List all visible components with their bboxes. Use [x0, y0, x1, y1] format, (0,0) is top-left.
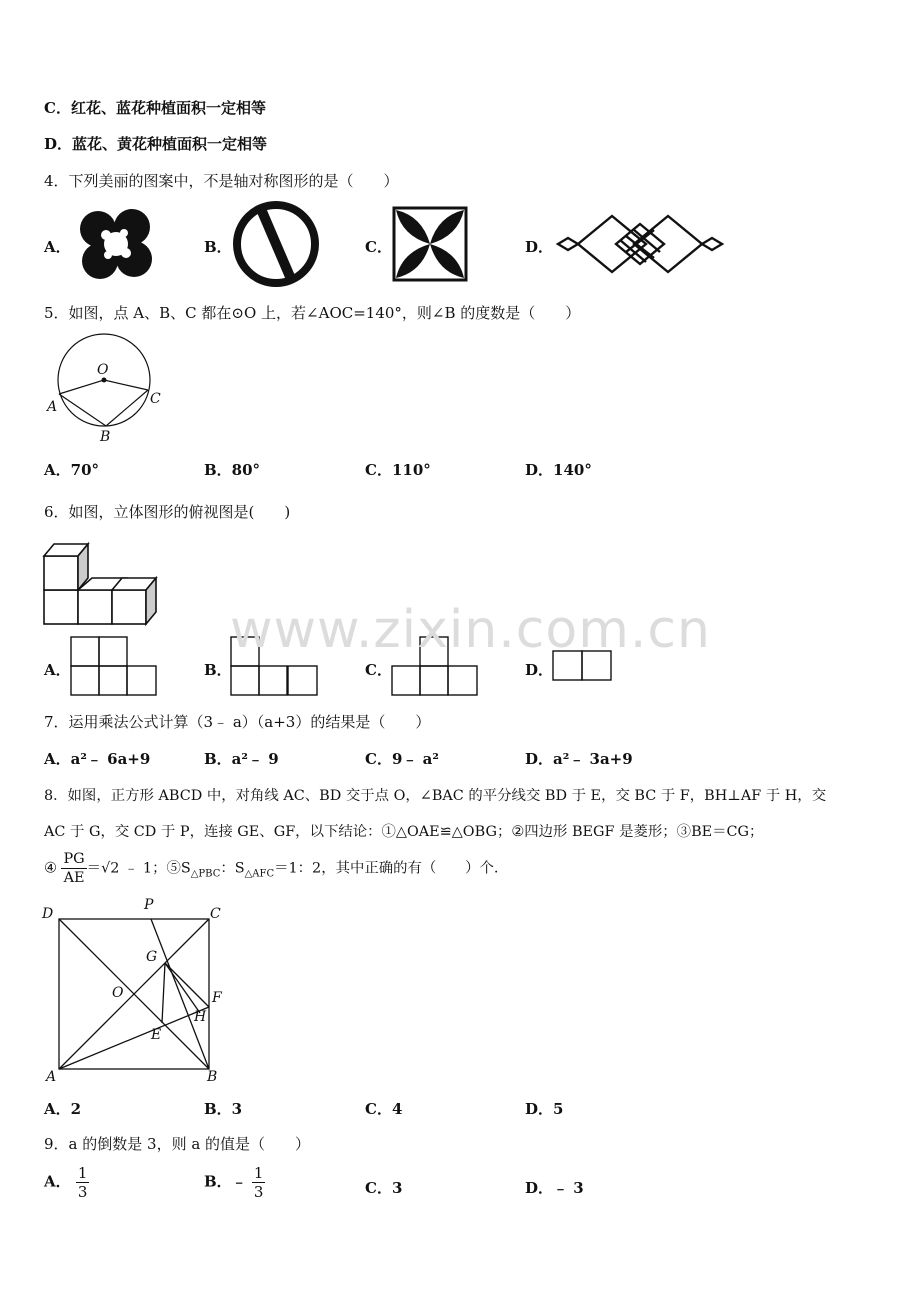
q7-option-d: D．a²﹣ 3a+9	[525, 750, 633, 768]
q7-option-c: C．9﹣ a²	[365, 750, 439, 768]
q8-line3-mid2: ：S	[220, 860, 245, 877]
q5-label-a: A	[47, 399, 58, 415]
q9-option-b-label: B．﹣	[204, 1172, 247, 1191]
q9-a-num: 1	[77, 1164, 88, 1182]
q8-option-b: B．3	[204, 1100, 243, 1118]
q4-stem: 4．下列美丽的图案中，不是轴对称图形的是（ ）	[44, 172, 399, 190]
q9-option-a	[44, 1164, 89, 1201]
q8-option-a: A．2	[44, 1100, 82, 1118]
q6-label-d: D．	[525, 661, 554, 679]
q7-option-b: B．a²﹣ 9	[204, 750, 279, 768]
q5-option-a: A．70°	[44, 461, 100, 479]
q5-label-o: O	[97, 362, 109, 378]
q9-option-a-label: A．	[44, 1172, 71, 1191]
q8-label-h: H	[194, 1009, 207, 1025]
q8-frac-num: PG	[63, 851, 85, 867]
q8-label-g: G	[146, 949, 158, 965]
q8-line3	[44, 850, 498, 887]
q9-a-den: 3	[77, 1183, 88, 1201]
q8-frac-den: AE	[63, 870, 85, 886]
q8-square-figure	[40, 895, 230, 1085]
q9-option-b-fraction	[252, 1164, 266, 1201]
q9-b-num: 1	[253, 1164, 264, 1182]
q8-label-a: A	[46, 1069, 57, 1085]
q7-option-a: A．a²﹣ 6a+9	[44, 750, 151, 768]
q5-option-b: B．80°	[204, 461, 261, 479]
q5-option-d: D．140°	[525, 461, 592, 479]
q4-label-b: B．	[204, 238, 232, 256]
q7-stem: 7．运用乘法公式计算（3﹣ a）（a+3）的结果是（ ）	[44, 713, 431, 731]
q8-circled-4: ④	[44, 860, 57, 877]
q9-option-c: C．3	[365, 1179, 403, 1197]
q8-label-f: F	[212, 990, 222, 1006]
q8-label-b: B	[207, 1069, 218, 1085]
q9-b-den: 3	[253, 1183, 264, 1201]
q5-option-c: C．110°	[365, 461, 431, 479]
q8-option-d: D．5	[525, 1100, 564, 1118]
q8-label-p: P	[144, 897, 154, 913]
q8-line2: AC 于 G，交 CD 于 P，连接 GE、GF，以下结论：①△OAE≌△OBG；②四边形 BEGF 是菱形；③BE＝CG；	[44, 824, 764, 840]
q8-label-d: D	[42, 906, 54, 922]
q6-option-a-figure	[70, 636, 158, 696]
q3-option-c: C．红花、蓝花种植面积一定相等	[44, 99, 266, 117]
q8-line3-end: ＝1：2，其中正确的有（ ）个.	[274, 860, 499, 877]
q8-line3-mid: ＝√2 ﹣ 1；⑤S	[86, 860, 191, 877]
q9-option-a-fraction	[76, 1164, 90, 1201]
q4-figure-c	[392, 206, 468, 282]
q8-label-e: E	[151, 1027, 162, 1043]
q4-label-c: C．	[365, 238, 392, 256]
q5-label-c: C	[150, 391, 161, 407]
q9-stem: 9．a 的倒数是 3，则 a 的值是（ ）	[44, 1135, 311, 1153]
q4-figure-d	[556, 212, 724, 276]
q5-stem: 5．如图，点 A、B、C 都在⊙O 上，若∠AOC=140°，则∠B 的度数是（ ）	[44, 304, 581, 322]
q3-option-d: D．蓝花、黄花种植面积一定相等	[44, 135, 268, 153]
q6-label-a: A．	[44, 661, 71, 679]
q4-label-d: D．	[525, 238, 554, 256]
q6-stem: 6．如图，立体图形的俯视图是( )	[44, 503, 291, 521]
q8-line1: 8．如图，正方形 ABCD 中，对角线 AC、BD 交于点 O，∠BAC 的平分线交 BD 于 E，交 BC 于 F，BH⊥AF 于 H，交	[44, 788, 827, 804]
q9-option-b	[204, 1164, 265, 1201]
q8-option-c: C．4	[365, 1100, 403, 1118]
q9-option-d: D．﹣ 3	[525, 1179, 584, 1197]
q8-sub2: △AFC	[244, 868, 275, 880]
q8-label-c: C	[210, 906, 221, 922]
q4-figure-a	[76, 205, 156, 283]
q8-sub1: △PBC	[190, 868, 221, 880]
q8-label-o: O	[112, 985, 124, 1001]
q4-figure-b	[231, 201, 321, 287]
q5-label-b: B	[100, 429, 111, 445]
watermark: www.zixin.com.cn	[230, 600, 711, 660]
q6-label-c: C．	[365, 661, 392, 679]
q8-fraction	[61, 850, 86, 887]
q4-label-a: A．	[44, 238, 71, 256]
q6-solid-figure	[42, 538, 162, 628]
q6-label-b: B．	[204, 661, 232, 679]
